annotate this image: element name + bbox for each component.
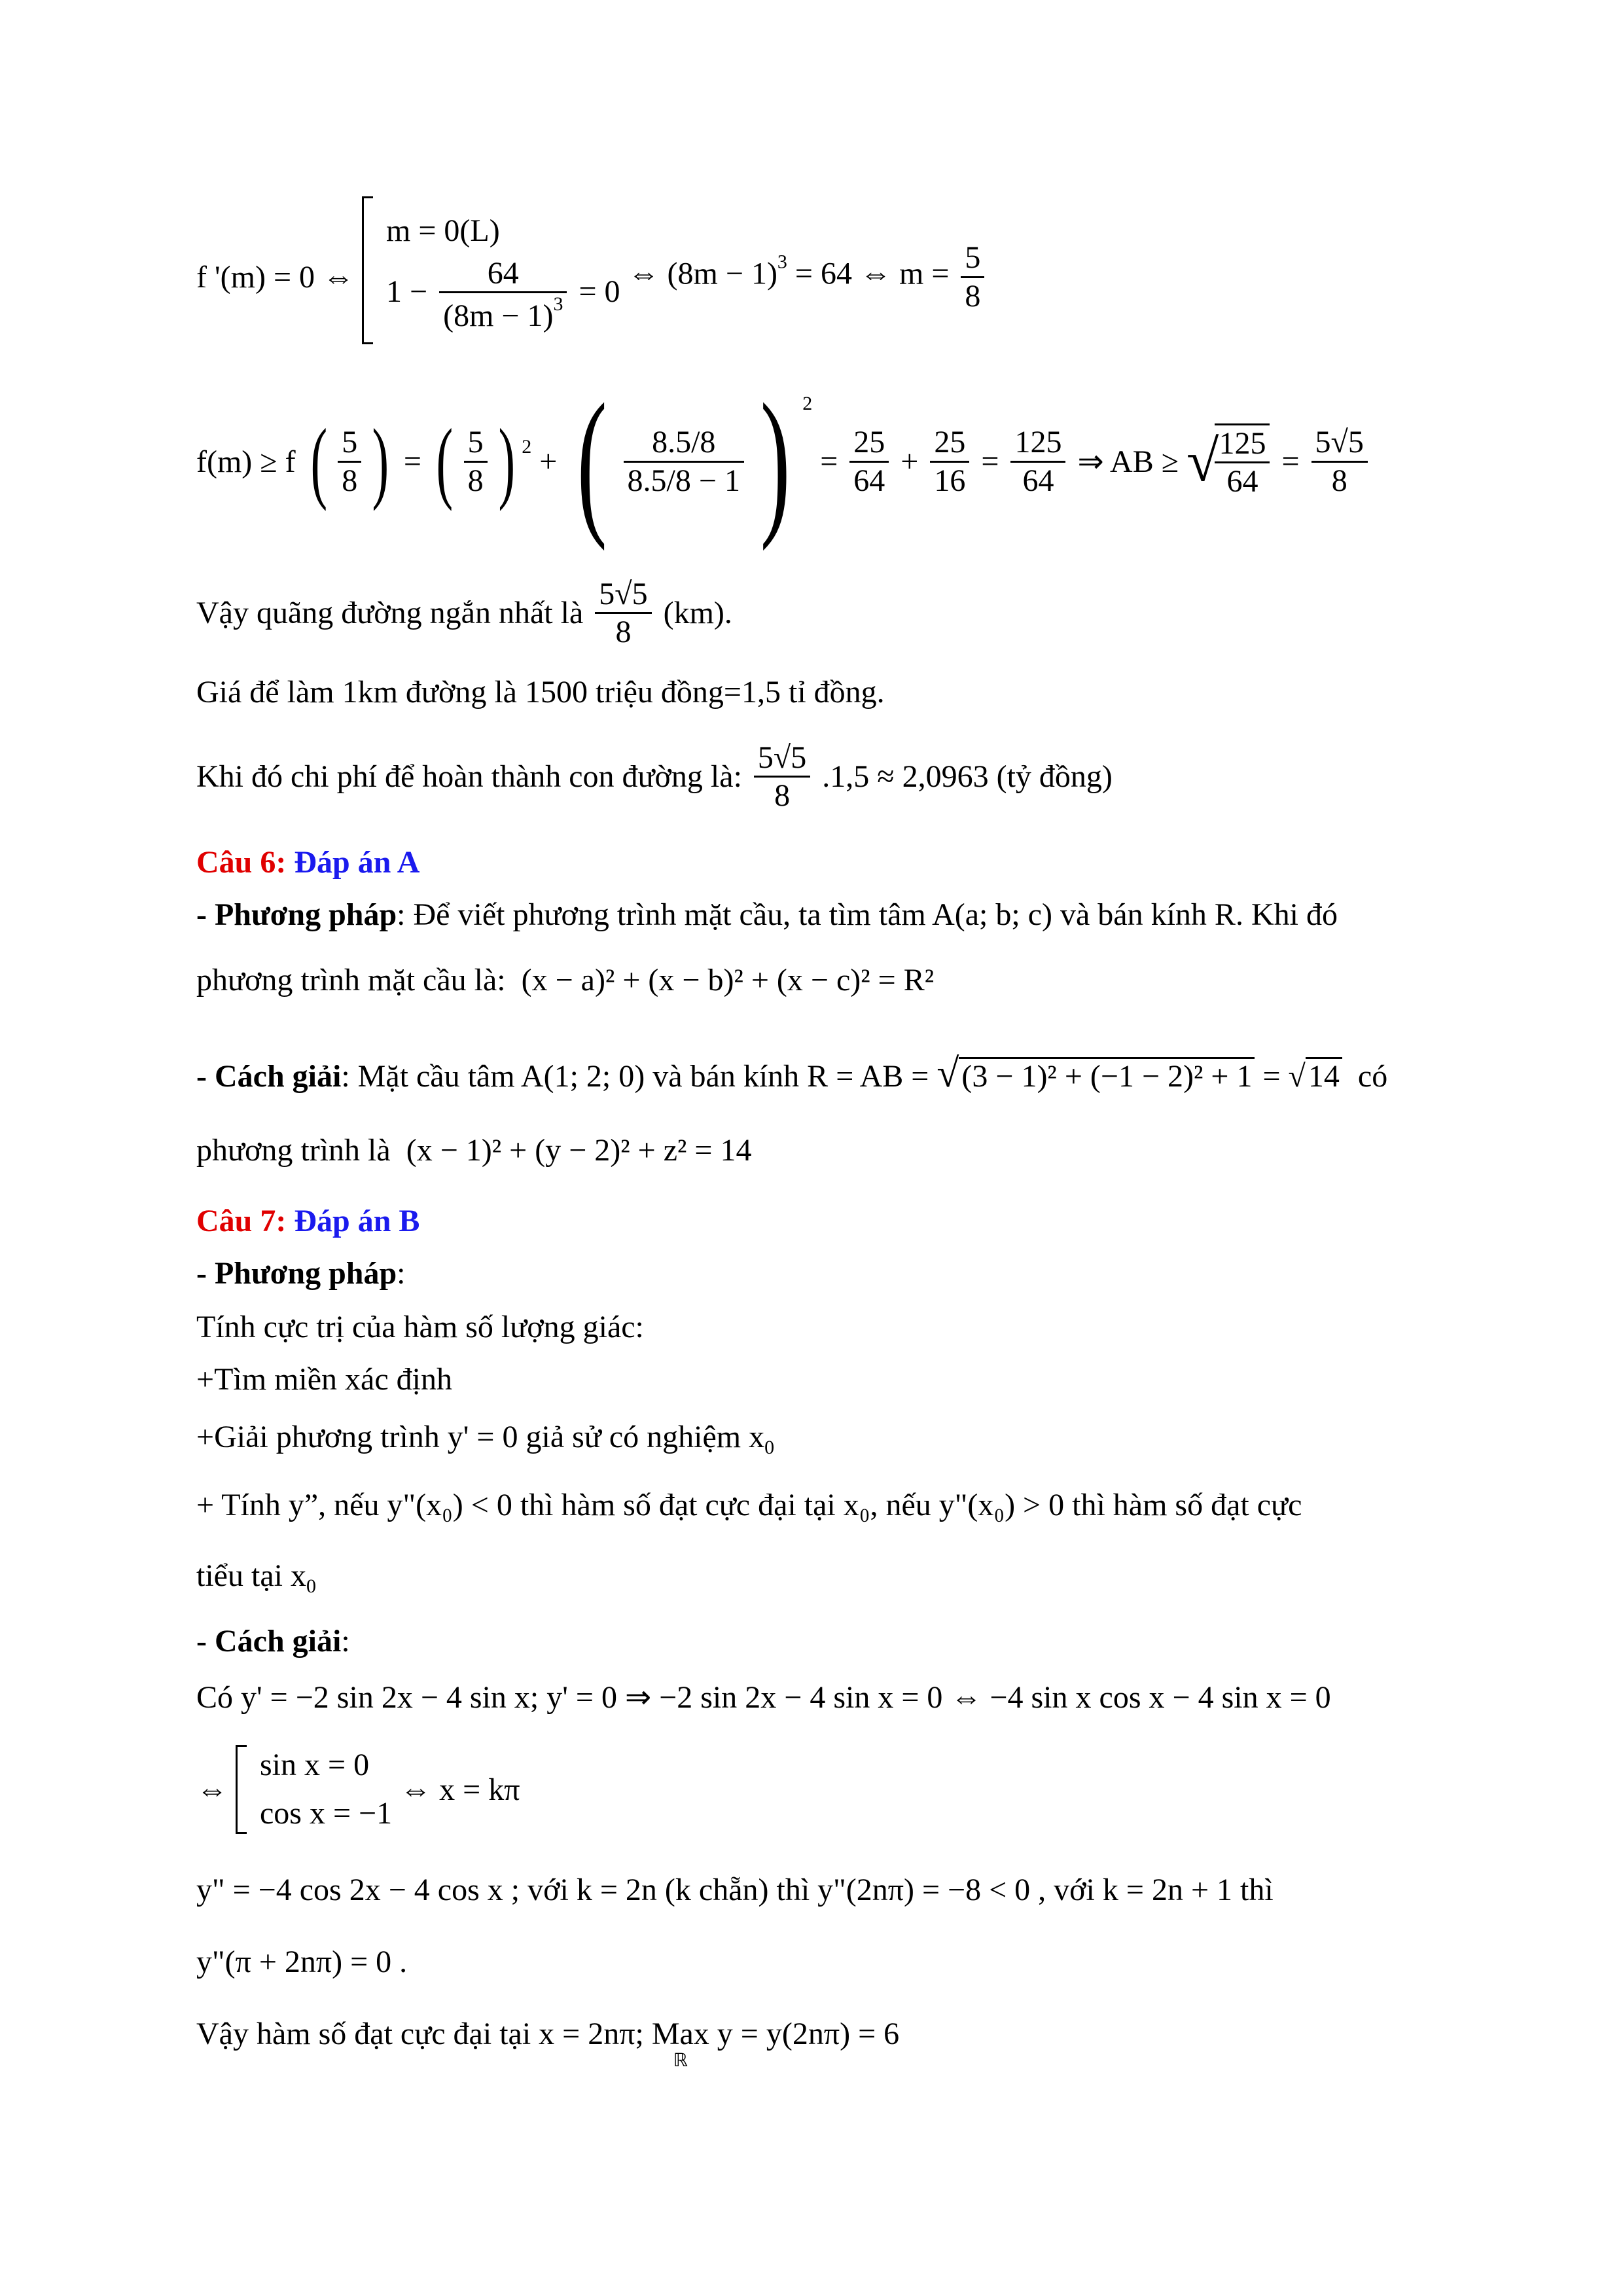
eq2-sqrt-frac: $\frac{125}{64}$ [1215, 423, 1270, 499]
line-price: Giá để làm 1km đường là 1500 triệu đồng=1,5 tỉ đồng. [196, 675, 885, 709]
q7-method-line1: Tính cực trị của hàm số lượng giác: [196, 1310, 644, 1344]
eq1-case2: 1 − $\frac{64}{(8m - 1)^3}$ = 0 [386, 256, 620, 334]
q7-solution-line1: Có y' = −2 sin 2x − 4 sin x; y' = 0 ⇒ −2 sin 2x − 4 sin x = 0 ⇔ −4 sin x cos x − 4 sin x = 0 [196, 1680, 1331, 1715]
q7-method-label: - Phương pháp: [196, 1256, 406, 1291]
eq1-case1: m = 0(L) [386, 213, 500, 248]
eq2-lhs: f(m) ≥ f [196, 444, 296, 479]
eq1-cases [386, 207, 620, 334]
eq2-result: $\frac{5√5}{8}$ [1311, 424, 1368, 498]
q6-solution: - Cách giải: Mặt cầu tâm A(1; 2; 0) và bán kính R = AB = √(3 − 1)² + (−1 − 2)² + 1 = √14 có [196, 1051, 1388, 1096]
q7-solution-line3: y" = −4 cos 2x − 4 cos x ; với k = 2n (k chẵn) thì y"(2nπ) = −8 < 0 , với k = 2n + 1 thì [196, 1873, 1274, 1907]
eq2-term1: $\frac{5}{8}$ [338, 424, 361, 498]
q6-method-formula: phương trình mặt cầu là: (x − a)² + (x − b)² + (x − c)² = R² [196, 963, 935, 997]
q7-method-line2: +Tìm miền xác định [196, 1362, 452, 1397]
q7-method-line5: tiểu tại $x_0$ [196, 1558, 316, 1597]
eq2-frac-125-64: $\frac{125}{64}$ [1010, 424, 1065, 498]
q6-solution-formula: phương trình là (x − 1)² + (y − 2)² + z² = 14 [196, 1133, 752, 1168]
q7-method-line4: + Tính y”, nếu y"(x₀) < 0 thì hàm số đạt cực đại tại x₀, nếu y"(x₀) > 0 thì hàm số đạt cực [196, 1488, 1302, 1522]
sqrt-sign: √ [1186, 429, 1219, 494]
eq2-frac-25-16: $\frac{25}{16}$ [930, 424, 969, 498]
q7-solution-line4: y"(π + 2nπ) = 0 . [196, 1945, 408, 1979]
q7-solution-line5: Vậy hàm số đạt cực đại tại x = 2nπ; Max ℝ y = y(2nπ) = 6 [196, 2017, 900, 2071]
eq1-bracket [362, 196, 373, 344]
q6-method: - Phương pháp: Để viết phương trình mặt cầu, ta tìm tâm A(a; b; c) và bán kính R. Khi đó [196, 897, 1338, 932]
q6-heading: Câu 6: Đáp án A [196, 845, 420, 880]
q7-solution-label: - Cách giải: [196, 1624, 350, 1659]
q7-solution-line2: ⇔ sin x = 0 cos x = −1 ⇔ x = kπ [196, 1741, 520, 1839]
line-shortest-distance: Vậy quãng đường ngắn nhất là $\frac{5√5}{8}$ (km). [196, 577, 732, 650]
q7-method-line3: +Giải phương trình y' = 0 giả sử có nghiệm $x_0$ [196, 1420, 775, 1458]
eq1-lhs: f '(m) = 0 ⇔ [196, 259, 355, 295]
q7-heading: Câu 7: Đáp án B [196, 1204, 420, 1238]
equation-derivative-zero [196, 196, 988, 367]
line-total-cost: Khi đó chi phí để hoàn thành con đường là: $\frac{5√5}{8}$ .1,5 ≈ 2,0963 (tỷ đồng) [196, 740, 1113, 814]
eq1-case2-den: $(8m - 1)^3$ [443, 293, 563, 334]
equation-minimum: f(m) ≥ f ( $\frac{5}{8}$ ) = ( $\frac{5}{8}$ ) $^2$ + ( $\frac{8.5/8}{8.5/8 - 1}$ ) $^2$ = $\frac{25}{64}$ + $\frac{25}{16}$ = $\frac{125}{64}$ ⇒ AB ≥ √ $\frac{125}{64}$ = $\frac{5√5}{8}$ [196, 380, 1372, 550]
eq2-frac-25-64: $\frac{25}{64}$ [849, 424, 889, 498]
eq2-term3: $\frac{8.5/8}{8.5/8 - 1}$ [624, 424, 744, 498]
eq2-term2: $\frac{5}{8}$ [464, 424, 488, 498]
eq1-rhs: ⇔ $(8m - 1)^3 = 64$ ⇔ m = $\frac{5}{8}$ [628, 240, 989, 314]
eq1-case2-num: 64 [439, 255, 567, 293]
